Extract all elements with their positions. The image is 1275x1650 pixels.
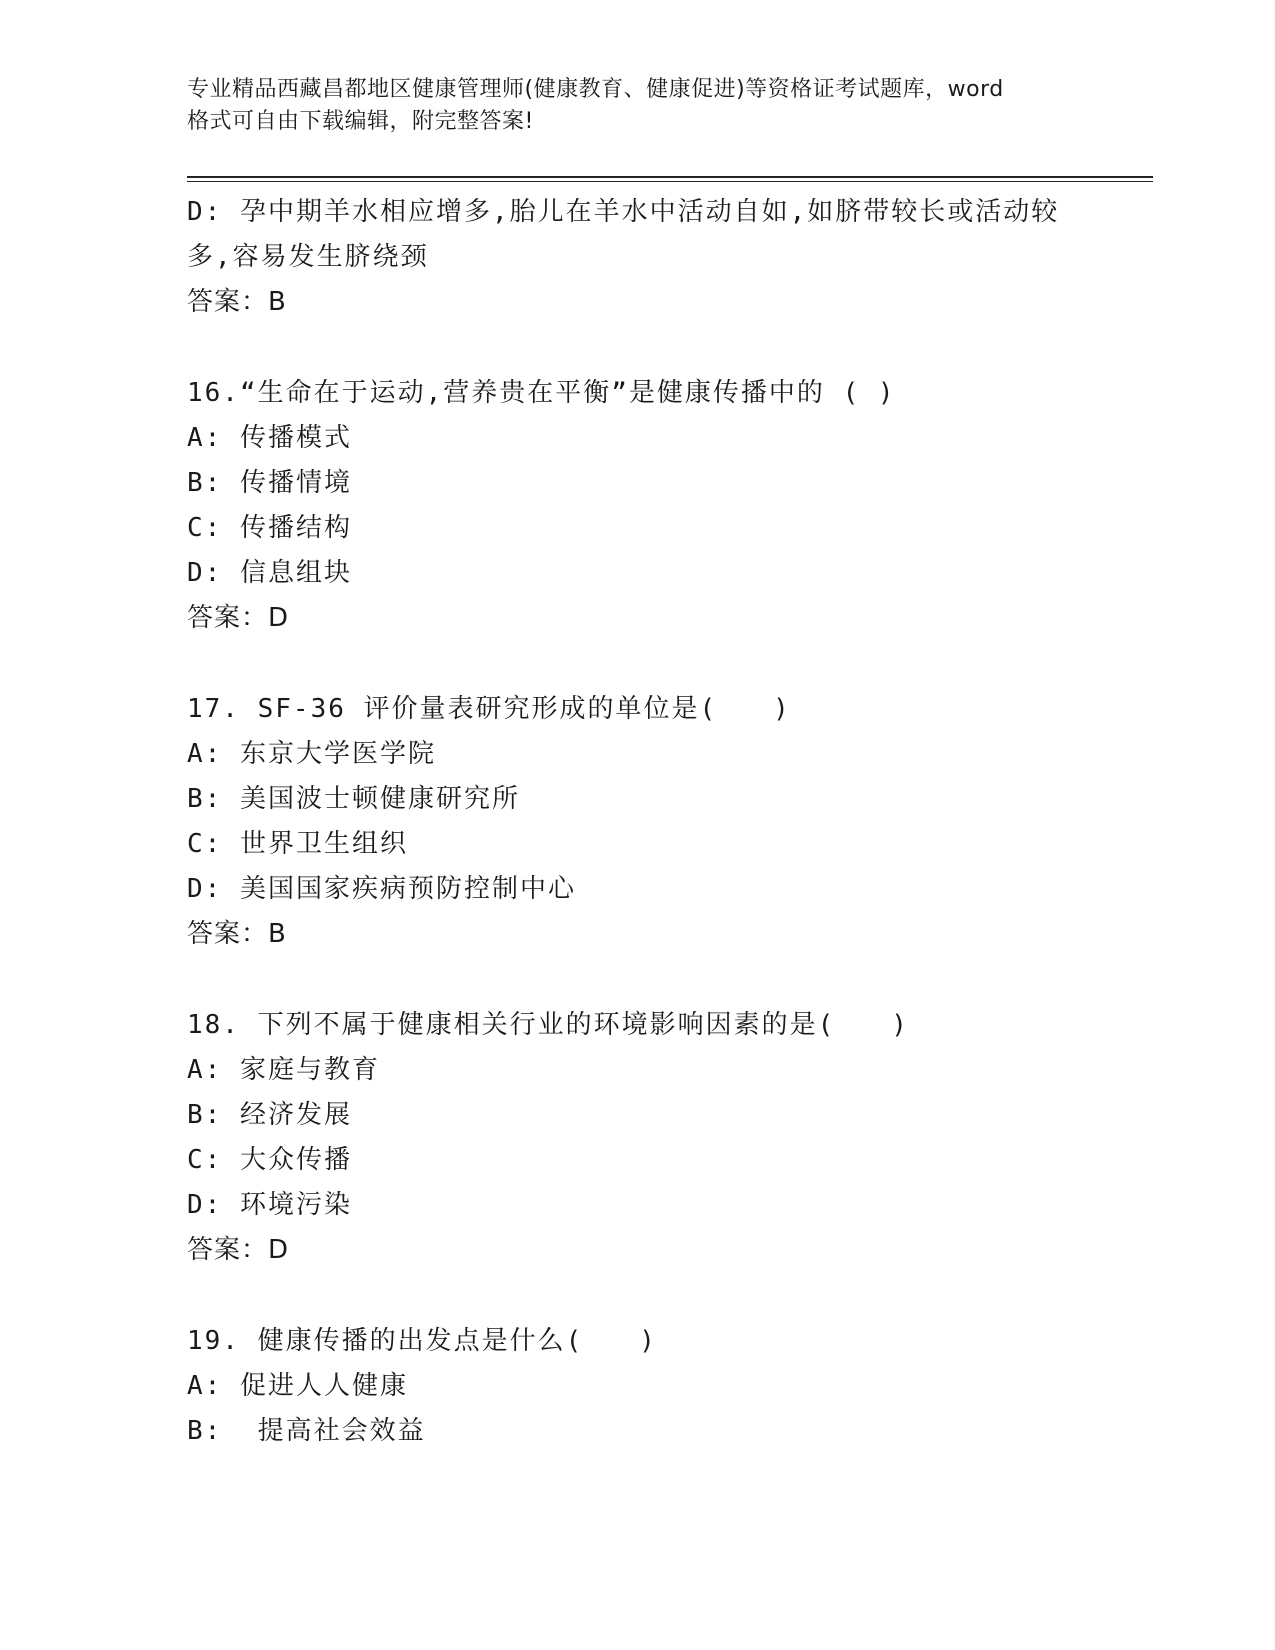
- header-line-1: 专业精品西藏昌都地区健康管理师(健康教育、健康促进)等资格证考试题库，word: [187, 77, 1004, 102]
- header-divider-thick: [187, 176, 1153, 178]
- question-19: [187, 1319, 1137, 1454]
- answer-line: 答案：D: [187, 603, 290, 633]
- option-a: A: 东京大学医学院: [187, 739, 436, 769]
- spacer: [187, 325, 1137, 371]
- option-b: B: 提高社会效益: [187, 1416, 426, 1446]
- answer-line: 答案：D: [187, 1235, 290, 1265]
- spacer: [187, 957, 1137, 1003]
- spacer: [187, 641, 1137, 687]
- header-divider-thin: [187, 181, 1153, 182]
- question-18: [187, 1003, 1137, 1273]
- option-c: C: 传播结构: [187, 513, 352, 543]
- option-a: A: 家庭与教育: [187, 1055, 380, 1085]
- option-d: D: 孕中期羊水相应增多,胎儿在羊水中活动自如,如脐带较长或活动较: [187, 197, 1060, 227]
- option-d-continued: 多,容易发生脐绕颈: [187, 242, 429, 272]
- question-text: 16.“生命在于运动,营养贵在平衡”是健康传播中的 ( ): [187, 378, 896, 408]
- header-line-2: 格式可自由下载编辑，附完整答案!: [187, 109, 534, 134]
- option-a: A: 传播模式: [187, 423, 352, 453]
- question-list: [187, 190, 1137, 1454]
- option-d: D: 环境污染: [187, 1190, 352, 1220]
- question-text: 17. SF-36 评价量表研究形成的单位是( ): [187, 694, 791, 724]
- question-16: [187, 371, 1137, 641]
- option-b: B: 传播情境: [187, 468, 352, 498]
- question-15-tail: [187, 190, 1137, 325]
- answer-line: 答案：B: [187, 919, 287, 949]
- option-a: A: 促进人人健康: [187, 1371, 408, 1401]
- option-d: D: 美国国家疾病预防控制中心: [187, 874, 576, 904]
- option-b: B: 经济发展: [187, 1100, 352, 1130]
- question-text: 19. 健康传播的出发点是什么( ): [187, 1326, 657, 1356]
- question-17: [187, 687, 1137, 957]
- spacer: [187, 1273, 1137, 1319]
- question-text: 18. 下列不属于健康相关行业的环境影响因素的是( ): [187, 1010, 909, 1040]
- option-c: C: 世界卫生组织: [187, 829, 408, 859]
- option-c: C: 大众传播: [187, 1145, 352, 1175]
- document-header: [187, 74, 1087, 138]
- answer-line: 答案：B: [187, 287, 287, 317]
- option-b: B: 美国波士顿健康研究所: [187, 784, 520, 814]
- option-d: D: 信息组块: [187, 558, 352, 588]
